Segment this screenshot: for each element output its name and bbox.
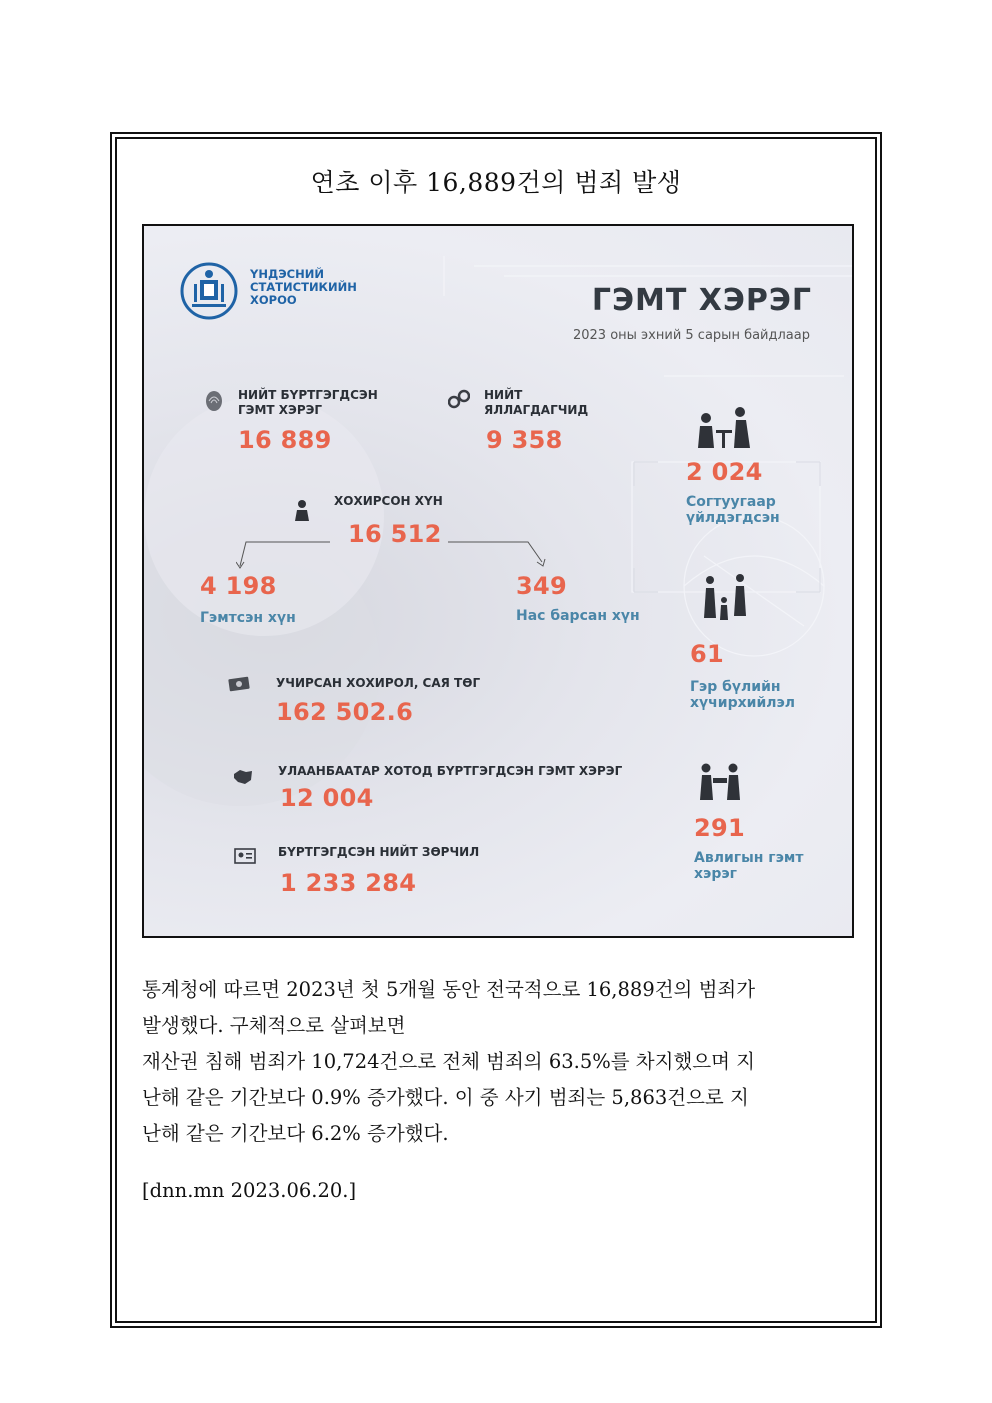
ulaanbaatar-value: 12 004: [280, 784, 374, 812]
article-body: [142, 972, 850, 1152]
domestic-violence-caption: Гэр бүлийн хүчирхийлэл: [690, 679, 796, 711]
map-icon: [232, 768, 254, 786]
article-paragraph-line: 난해 같은 기간보다 0.9% 증가했다. 이 중 사기 범죄는 5,863건으로 지: [142, 1086, 749, 1109]
drinking-people-icon: [692, 406, 758, 450]
damage-label: УЧИРСАН ХОХИРОЛ, САЯ ТӨГ: [276, 676, 481, 690]
source-reference: [dnn.mn 2023.06.20.]: [142, 1179, 357, 1202]
domestic-violence-value: 61: [690, 640, 724, 668]
infographic: [142, 224, 854, 938]
convicted-value: 9 358: [486, 426, 563, 454]
corruption-value: 291: [694, 814, 745, 842]
id-card-icon: [234, 848, 256, 864]
infographic-title: ГЭМТ ХЭРЭГ: [591, 283, 812, 318]
infographic-subtitle: 2023 оны эхний 5 сарын байдлаар: [572, 328, 810, 343]
fingerprint-icon: [204, 390, 224, 412]
logo-text: ҮНДЭСНИЙ СТАТИСТИКИЙН ХОРОО: [250, 267, 357, 307]
ulaanbaatar-label: УЛААНБААТАР ХОТОД БҮРТГЭГДСЭН ГЭМТ ХЭРЭГ: [278, 764, 623, 778]
deceased-value: 349: [516, 572, 567, 600]
victims-branch-lines: [236, 526, 556, 572]
handcuffs-icon: [448, 388, 470, 410]
violations-label: БҮРТГЭГДСЭН НИЙТ ЗӨРЧИЛ: [278, 845, 480, 859]
article-paragraph-line: 재산권 침해 범죄가 10,724건으로 전체 범죄의 63.5%를 차지했으며 지: [142, 1050, 756, 1073]
person-icon: [292, 499, 312, 523]
article-paragraph-line: 발생했다. 구체적으로 살펴보면: [142, 1014, 406, 1037]
domestic-violence-icon: [700, 572, 750, 622]
injured-value: 4 198: [200, 572, 277, 600]
victims-value: 16 512: [348, 520, 442, 548]
money-icon: [228, 676, 250, 692]
injured-caption: Гэмтсэн хүн: [200, 610, 296, 626]
statistics-office-logo: [180, 262, 238, 320]
document-title: 연초 이후 16,889건의 범죄 발생: [310, 168, 682, 197]
registered-crimes-label: НИЙТ БҮРТГЭГДСЭН ГЭМТ ХЭРЭГ: [238, 388, 378, 417]
violations-value: 1 233 284: [280, 869, 417, 897]
convicted-label: НИЙТ ЯЛЛАГДАГЧИД: [484, 388, 589, 417]
article-paragraph-line: 난해 같은 기간보다 6.2% 증가했다.: [142, 1122, 449, 1145]
registered-crimes-value: 16 889: [238, 426, 332, 454]
damage-value: 162 502.6: [276, 698, 414, 726]
corruption-caption: Авлигын гэмт хэрэг: [694, 850, 804, 882]
bribe-exchange-icon: [698, 762, 742, 802]
drunk-crimes-value: 2 024: [686, 458, 763, 486]
drunk-crimes-caption: Согтуугаар үйлдэгдсэн: [686, 494, 780, 526]
article-paragraph-line: 통계청에 따르면 2023년 첫 5개월 동안 전국적으로 16,889건의 범죄가: [142, 978, 756, 1001]
deceased-caption: Нас барсан хүн: [516, 608, 640, 624]
victims-label: ХОХИРСОН ХҮН: [334, 494, 443, 508]
